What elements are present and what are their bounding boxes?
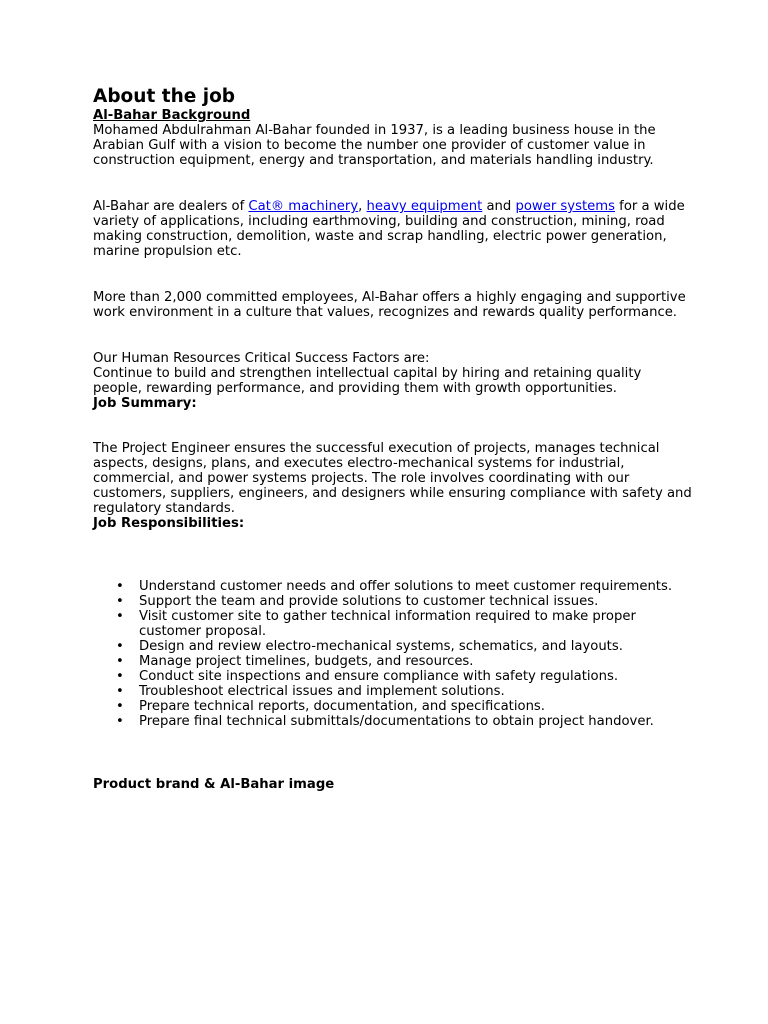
product-brand-label: Product brand & Al-Bahar image bbox=[93, 777, 335, 792]
responsibilities-list bbox=[93, 579, 693, 729]
hr-paragraph: Continue to build and strengthen intellectual capital by hiring and retaining quality people, rewarding performance, and providing them with growth opportunities. bbox=[93, 366, 642, 396]
power-systems-link[interactable]: power systems bbox=[515, 199, 615, 214]
list-item: • Manage project timelines, budgets, and resources. bbox=[139, 654, 693, 669]
list-item: • Conduct site inspections and ensure compliance with safety regulations. bbox=[139, 669, 693, 684]
job-summary-label: Job Summary: bbox=[93, 396, 197, 411]
heavy-equipment-link[interactable]: heavy equipment bbox=[366, 199, 483, 214]
cat-machinery-link[interactable]: Cat® machinery bbox=[248, 199, 359, 214]
dealers-prefix: Al-Bahar are dealers of bbox=[93, 199, 249, 214]
dealers-sep1: , bbox=[358, 199, 367, 214]
list-item: • Prepare final technical submittals/documentations to obtain project handover. bbox=[139, 714, 693, 729]
list-item: • Understand customer needs and offer solutions to meet customer requirements. bbox=[139, 579, 693, 594]
job-responsibilities-label: Job Responsibilities: bbox=[93, 516, 245, 531]
hr-heading: Our Human Resources Critical Success Factors are: bbox=[93, 351, 430, 366]
dealers-sep2: and bbox=[482, 199, 516, 214]
job-summary-text: The Project Engineer ensures the successful execution of projects, manages technical aspects, designs, plans, and executes electro-mechanical systems for industrial, commercial, and power systems projects. The role involves coordinating with our customers, suppliers, engineers, and designers while ensuring compliance with safety and regulatory standards. bbox=[93, 441, 692, 516]
dealers-suffix: for a wide variety of applications, including earthmoving, building and construction, mining, road making construction, demolition, waste and scrap handling, electric power generation, marine propulsion etc. bbox=[93, 199, 685, 259]
page-title: About the job bbox=[93, 86, 236, 107]
list-item: • Visit customer site to gather technical information required to make proper customer proposal. bbox=[139, 609, 693, 639]
intro-paragraph: Mohamed Abdulrahman Al-Bahar founded in 1937, is a leading business house in the Arabian Gulf with a vision to become the number one provider of customer value in construction equipment, energy and transportation, and materials handling industry. bbox=[93, 123, 656, 168]
list-item: • Troubleshoot electrical issues and implement solutions. bbox=[139, 684, 693, 699]
dealers-paragraph bbox=[93, 199, 693, 259]
employees-paragraph: More than 2,000 committed employees, Al-Bahar offers a highly engaging and supportive work environment in a culture that values, recognizes and rewards quality performance. bbox=[93, 290, 686, 320]
list-item: • Prepare technical reports, documentation, and specifications. bbox=[139, 699, 693, 714]
document-page bbox=[93, 86, 693, 792]
list-item: • Support the team and provide solutions to customer technical issues. bbox=[139, 594, 693, 609]
list-item: • Design and review electro-mechanical systems, schematics, and layouts. bbox=[139, 639, 693, 654]
background-heading: Al-Bahar Background bbox=[93, 108, 251, 123]
